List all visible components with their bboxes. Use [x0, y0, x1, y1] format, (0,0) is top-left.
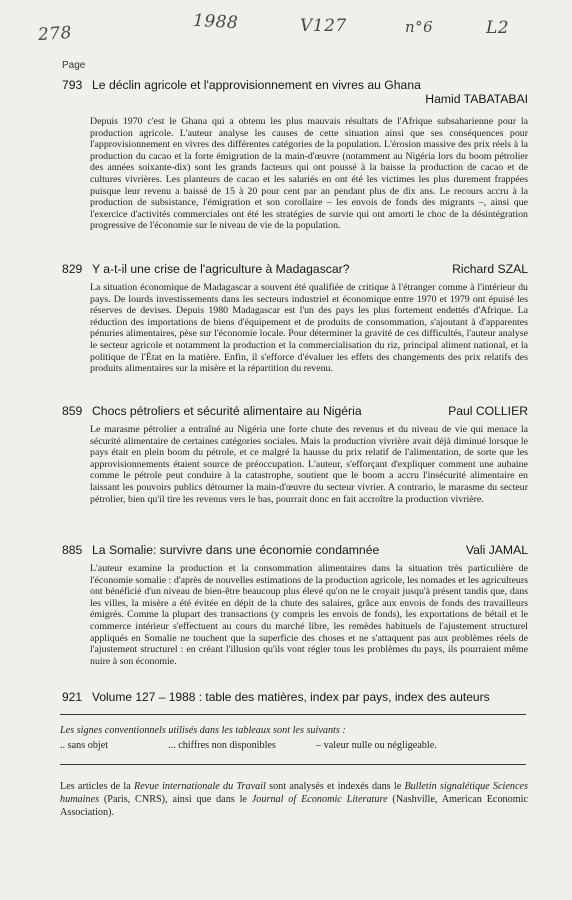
page-number: 829	[62, 262, 83, 276]
sign-nulle: – valeur nulle ou négligeable.	[316, 740, 437, 751]
article-author: Paul COLLIER	[448, 404, 528, 418]
page-column-label: Page	[62, 60, 86, 71]
note-text: sont analysés et indexés dans le	[265, 781, 405, 792]
handwritten-issue: n°6	[405, 18, 434, 36]
article-abstract: Depuis 1970 c'est le Ghana qui a obtenu les plus mauvais résultats de l'Afrique subsaharienne pour la production agricole. L'auteur analyse les causes de cette situation ainsi que ses conséquences pour l'approvisionnement en vivres des différentes catégories de la population. L'érosion massive des prix réels à la production du cacao et la forte émigration de la main-d'œuvre (notamment au Nigéria lors du boom pétrolier des années soixante-dix) sont les grands facteurs qui ont poussé à la baisse la production de cacao et de cultures vivrières. Les planteurs de cacao et les salariés en ont été les victimes les plus durement frappées puisque leur revenu a baissé de 15 à 20 pour cent par an pendant plus de dix ans. Le recours accru à la production de subsistance, l'émigration et son corollaire – les envois de fonds des migrants –, ainsi que l'exercice d'activités commerciales ont été les stratégies de survie qui ont amorti le choc de la désintégration progressive de l'économie sur le niveau de vie de la population.	[90, 116, 528, 232]
note-text: (Paris, CNRS), ainsi que dans le	[99, 794, 252, 805]
note-text: (Nashville, American Economic Association).	[60, 794, 528, 818]
article-author: Richard SZAL	[452, 262, 528, 276]
article-entry	[62, 262, 528, 375]
entry-heading	[62, 404, 528, 418]
entry-heading	[62, 262, 528, 276]
page-number: 885	[62, 543, 83, 557]
handwritten-year: 1988	[192, 10, 239, 34]
article-entry	[62, 404, 528, 505]
indexing-note	[60, 780, 528, 819]
article-abstract: L'auteur examine la production et la consommation alimentaires dans la situation très particulière de l'économie somalie : d'après de nouvelles estimations de la production agricole, les nomades et les agriculteurs ont bénéficié d'un niveau de bien-être beaucoup plus élevé qu'on ne le croyait jusqu'à présent tandis que, dans les villes, la misère a été évitée en dépit de la chute des salaires, grâce aux envois de fonds des travailleurs émigrés. Comme la plupart des transactions (y compris les envois de fonds), les exportations de bétail et le commerce intérieur s'effectuent au cours du marché libre, les remèdes habituels de l'ajustement structurel appliqués en Somalie ne touchent que la superficie des choses et ne s'attaquent pas aux problèmes réels de l'ajustement structurel : en créant l'illusion qu'ils vont régler tous les problèmes du pays, ils pourraient même nuire à son économie.	[90, 563, 528, 667]
article-entry	[62, 78, 528, 232]
article-title: Y a-t-il une crise de l'agriculture à Madagascar?	[92, 262, 350, 276]
handwritten-number: 278	[37, 22, 73, 46]
article-author: Hamid TABATABAI	[425, 92, 528, 106]
article-title: Le déclin agricole et l'approvisionnement en vivres au Ghana	[92, 78, 421, 92]
article-abstract: La situation économique de Madagascar a souvent été qualifiée de critique à l'étranger comme à l'intérieur du pays. De lourds investissements dans les secteurs industriel et économique entre 1970 et 1979 ont épuisé les réserves de devises. Depuis 1980 Madagascar est l'un des pays les plus fortement endettés d'Afrique. La réduction des importations de biens d'équipement et de produits de consommation, s'ajoutant à d'apparentes pénuries alimentaires, pèse sur l'économie locale. Pour déterminer la gravité de ces difficultés, l'auteur analyse le secteur agricole et notamment la production et la commercialisation du riz, principal aliment national, et la politique de l'État en la matière. Enfin, il s'efforce d'évaluer les effets des changements des prix relatifs des produits alimentaires sur la misère et la répartition du revenu.	[90, 282, 528, 375]
note-text: Les articles de la	[60, 781, 134, 792]
revue-title: Revue internationale du Travail	[133, 781, 266, 792]
page-number: 859	[62, 404, 83, 418]
article-title: Chocs pétroliers et sécurité alimentaire au Nigéria	[92, 404, 362, 418]
article-entry	[62, 543, 528, 667]
bulletin-title: Bulletin signalétique Sciences humaines	[60, 781, 529, 805]
divider	[60, 764, 526, 765]
volume-index-entry	[62, 690, 532, 704]
sign-non-disponibles: ... chiffres non disponibles	[168, 740, 276, 751]
entry-heading	[62, 543, 528, 557]
page-number: 921	[62, 690, 83, 704]
article-author: Vali JAMAL	[465, 543, 528, 557]
journal-title: Journal of Economic Literature	[251, 794, 388, 805]
article-title: La Somalie: survivre dans une économie condamnée	[92, 543, 380, 557]
article-abstract: Le marasme pétrolier a entraîné au Nigéria une forte chute des revenus et du niveau de vie qui menace la sécurité alimentaire de certaines catégories sociales. Mais la production vivrière avait déjà diminué lorsque le pays était en plein boom du pétrole, et ce malgré la hausse du prix relatif de l'alimentation, de sorte que les approvisionnements étaient source de préoccupation. L'auteur, s'efforçant d'expliquer comment une aubaine comme le pétrole peut conduire à la catastrophe, soutient que le boom a accru l'insécurité alimentaire en laissant les pouvoirs publics détourner la main-d'œuvre du secteur vivrier. A contrario, le marasme du secteur pétrolier, bien qu'il tire les revenus vers le bas, pourrait donc en fait accroître la production vivrière.	[90, 424, 528, 505]
signs-legend	[60, 738, 530, 753]
sign-sans-objet: .. sans objet	[60, 740, 109, 751]
divider	[60, 714, 526, 715]
entry-heading	[62, 78, 528, 92]
signs-intro: Les signes conventionnels utilisés dans les tableaux sont les suivants :	[60, 725, 346, 736]
conventional-signs	[60, 723, 530, 753]
page-number: 793	[62, 78, 83, 92]
volume-index-title: Volume 127 – 1988 : table des matières, index par pays, index des auteurs	[92, 690, 490, 704]
handwritten-volume: V127	[300, 16, 347, 36]
handwritten-code: L2	[486, 18, 510, 38]
